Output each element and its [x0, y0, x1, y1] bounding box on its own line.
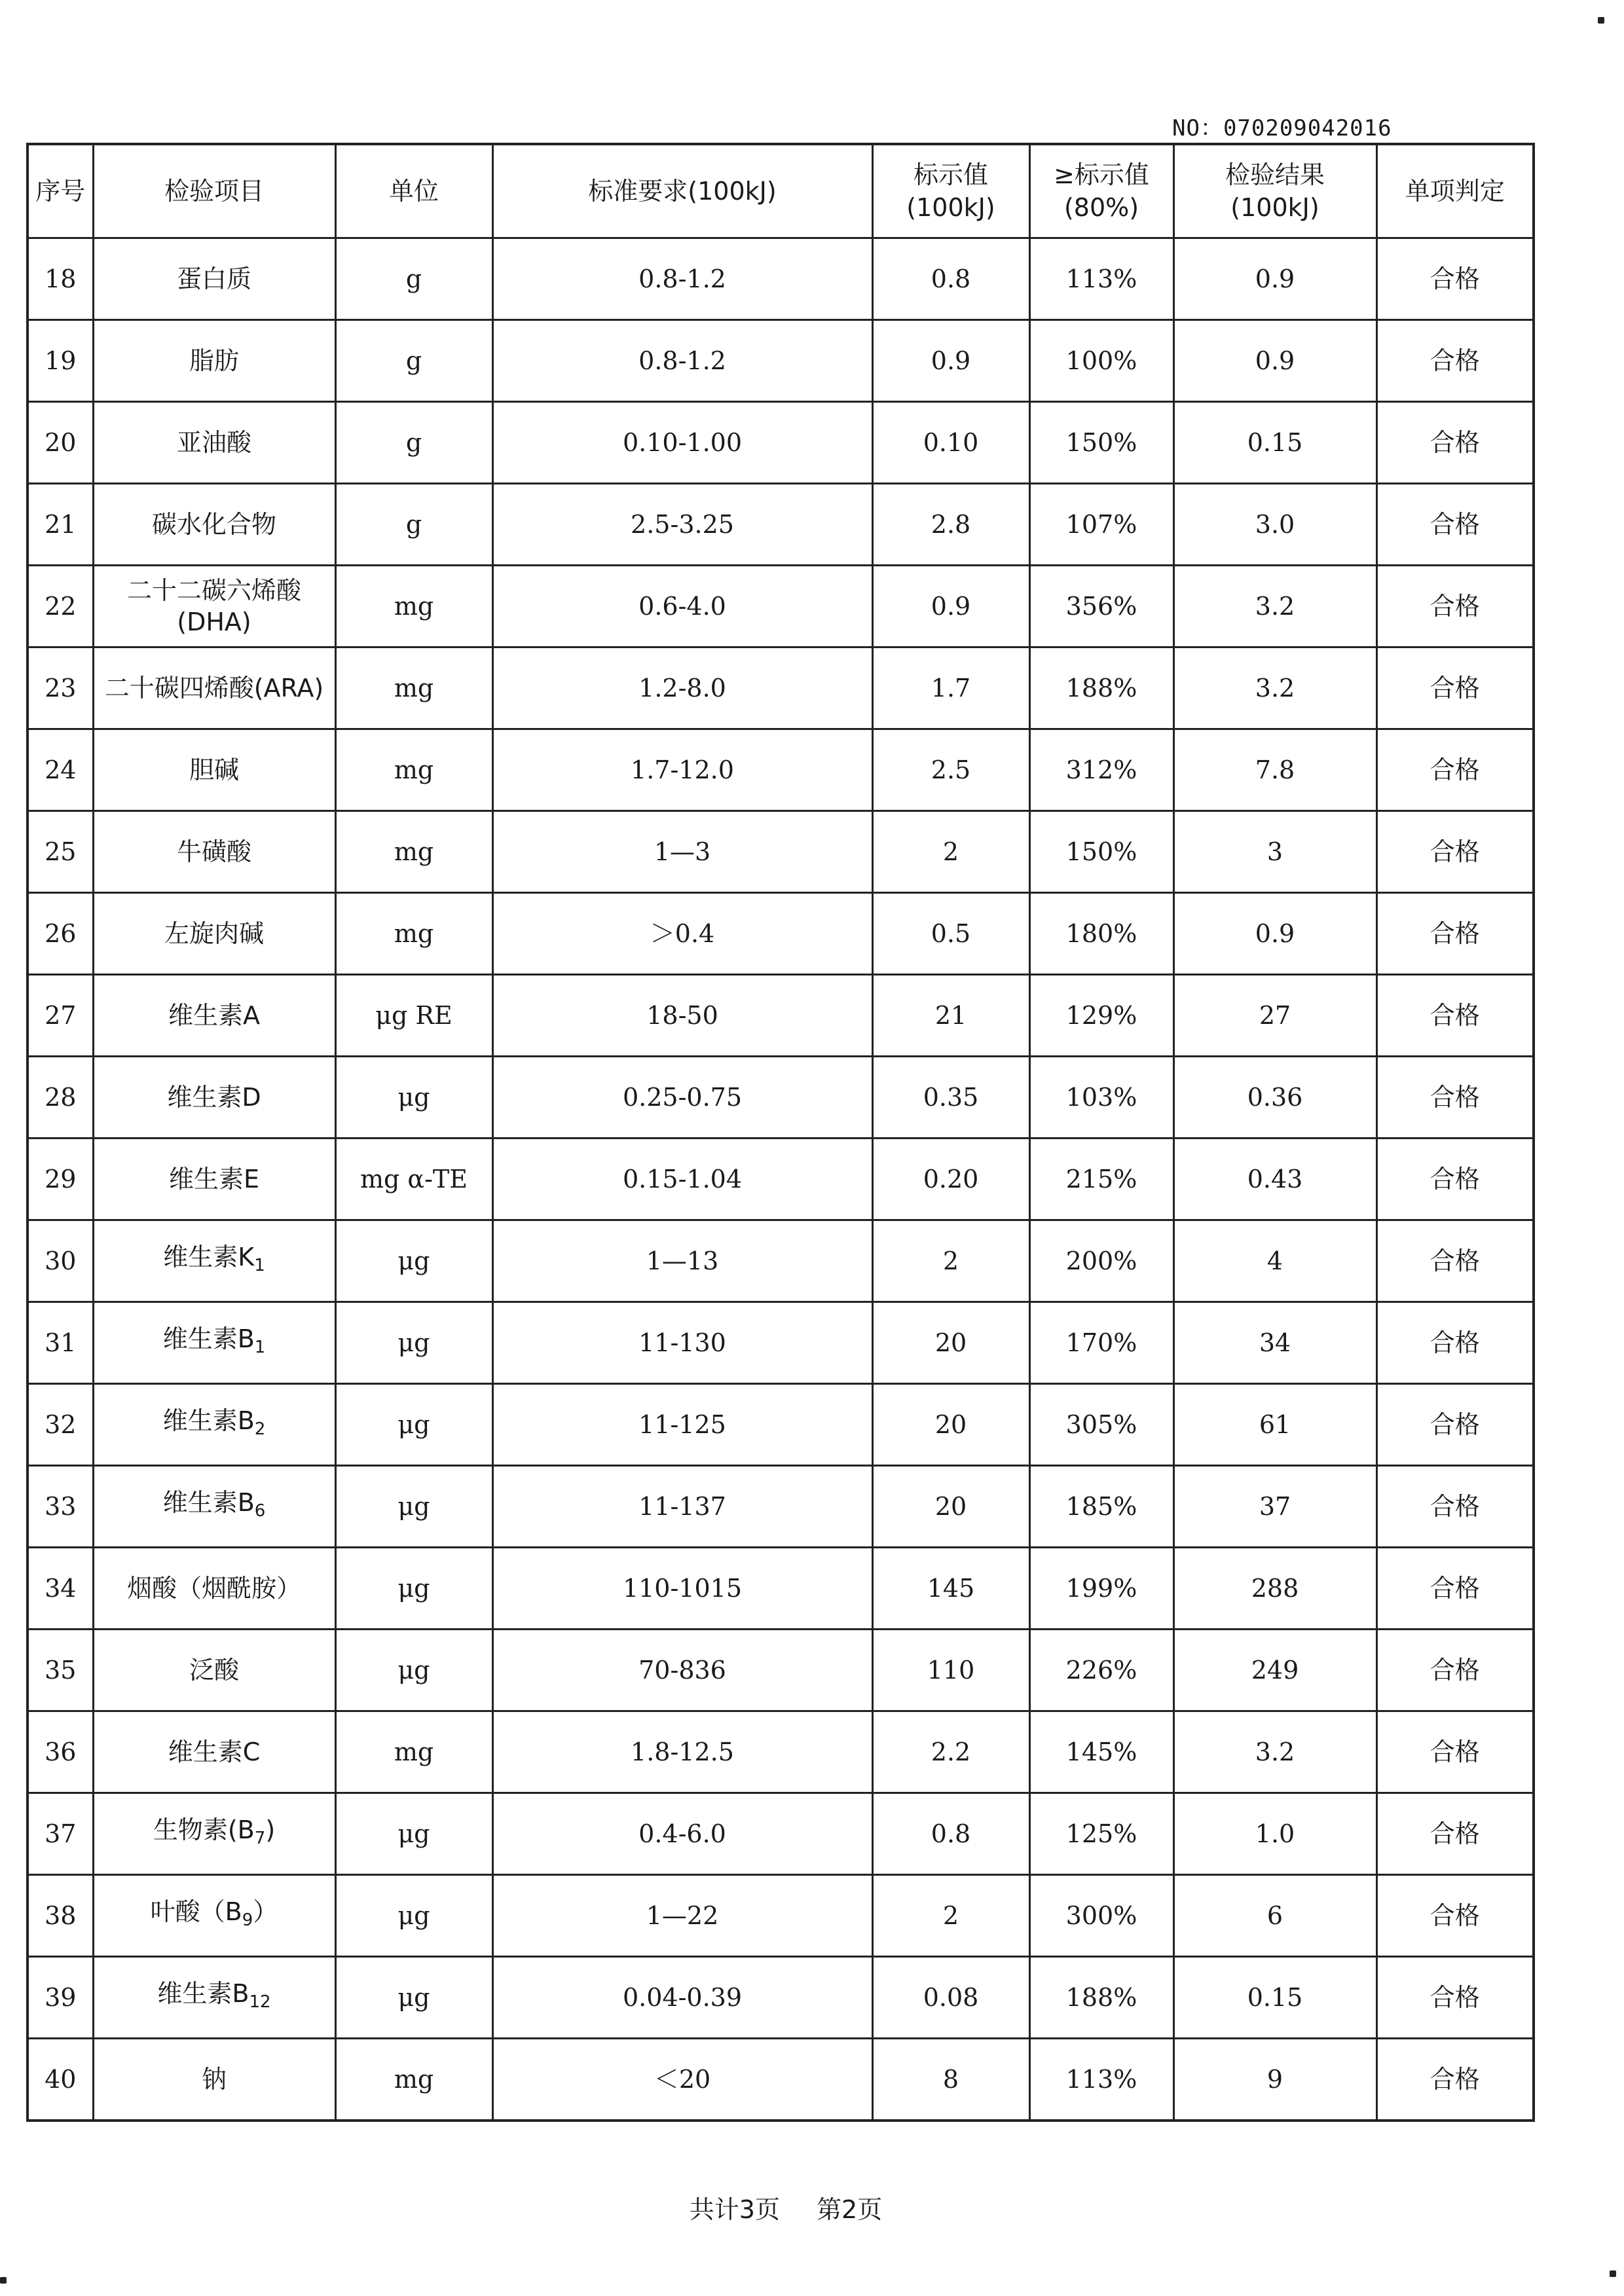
item-cell: [93, 1384, 335, 1466]
judgement-cell: 合格: [1376, 566, 1534, 647]
percent-cell: 226%: [1029, 1630, 1173, 1711]
result-cell: 0.15: [1173, 1957, 1376, 2039]
table-row: [28, 1875, 1534, 1957]
judgement-cell: 合格: [1376, 1302, 1534, 1384]
judgement-cell: 合格: [1376, 1384, 1534, 1466]
percent-cell: 125%: [1029, 1793, 1173, 1875]
standard-cell: 0.15-1.04: [492, 1139, 872, 1220]
item-name: 蛋白质: [176, 264, 251, 293]
item-name: 维生素E: [168, 1165, 259, 1194]
item-subscript: 1: [254, 1337, 266, 1357]
header-standard: 标准要求(100kJ): [492, 144, 872, 238]
item-cell: [93, 647, 335, 729]
judgement-cell: 合格: [1376, 893, 1534, 975]
total-pages: 共计3页: [689, 2195, 780, 2224]
item-name: 维生素B: [162, 1487, 255, 1517]
item-subscript: 1: [254, 1255, 265, 1275]
standard-cell: 1.7-12.0: [492, 729, 872, 811]
header-unit: 单位: [335, 144, 492, 238]
item-subscript: 7: [254, 1828, 266, 1848]
percent-cell: 188%: [1029, 647, 1173, 729]
seq-cell: 28: [28, 1057, 93, 1139]
table-row: [28, 1139, 1534, 1220]
result-cell: 3: [1173, 811, 1376, 893]
label-value-cell: 145: [872, 1548, 1029, 1630]
judgement-cell: 合格: [1376, 647, 1534, 729]
judgement-cell: 合格: [1376, 975, 1534, 1057]
page-footer: [0, 2189, 1572, 2225]
item-cell: [93, 1057, 335, 1139]
scan-speck: [1598, 17, 1604, 24]
item-name: 左旋肉碱: [164, 919, 264, 948]
percent-cell: 113%: [1029, 238, 1173, 320]
table-row: [28, 1711, 1534, 1793]
label-value-cell: 2: [872, 811, 1029, 893]
item-cell: [93, 1957, 335, 2039]
seq-cell: 25: [28, 811, 93, 893]
judgement-cell: 合格: [1376, 320, 1534, 402]
table-row: [28, 238, 1534, 320]
standard-cell: 70-836: [492, 1630, 872, 1711]
label-value-cell: 2: [872, 1220, 1029, 1302]
standard-cell: 0.10-1.00: [492, 402, 872, 484]
percent-cell: 185%: [1029, 1466, 1173, 1548]
result-cell: 3.0: [1173, 484, 1376, 566]
item-cell: [93, 1711, 335, 1793]
label-value-cell: 20: [872, 1384, 1029, 1466]
seq-cell: 33: [28, 1466, 93, 1548]
seq-cell: 39: [28, 1957, 93, 2039]
table-row: [28, 647, 1534, 729]
standard-cell: 110-1015: [492, 1548, 872, 1630]
percent-cell: 188%: [1029, 1957, 1173, 2039]
header-percent-of-label: ≥标示值 (80%): [1029, 144, 1173, 238]
standard-cell: 18-50: [492, 975, 872, 1057]
seq-cell: 36: [28, 1711, 93, 1793]
table-row: [28, 1302, 1534, 1384]
scan-speck: [0, 2277, 7, 2284]
unit-cell: g: [335, 402, 492, 484]
percent-cell: 356%: [1029, 566, 1173, 647]
standard-cell: 0.8-1.2: [492, 238, 872, 320]
item-name: 碳水化合物: [151, 510, 276, 539]
item-cell: [93, 1139, 335, 1220]
percent-cell: 300%: [1029, 1875, 1173, 1957]
header-label-value: 标示值 (100kJ): [872, 144, 1029, 238]
result-cell: 0.36: [1173, 1057, 1376, 1139]
judgement-cell: 合格: [1376, 1057, 1534, 1139]
seq-cell: 23: [28, 647, 93, 729]
percent-cell: 170%: [1029, 1302, 1173, 1384]
item-name: 烟酸（烟酰胺）: [126, 1574, 301, 1603]
standard-cell: 0.8-1.2: [492, 320, 872, 402]
item-name: 维生素B: [162, 1406, 255, 1435]
item-name: 叶酸（B: [150, 1897, 242, 1926]
table-row: [28, 893, 1534, 975]
standard-cell: 0.04-0.39: [492, 1957, 872, 2039]
unit-cell: g: [335, 484, 492, 566]
percent-cell: 150%: [1029, 402, 1173, 484]
item-name: 维生素B: [162, 1324, 255, 1353]
result-cell: 37: [1173, 1466, 1376, 1548]
percent-cell: 129%: [1029, 975, 1173, 1057]
scan-speck: [1610, 2270, 1616, 2277]
judgement-cell: 合格: [1376, 729, 1534, 811]
header-item: 检验项目: [93, 144, 335, 238]
unit-cell: mg: [335, 811, 492, 893]
judgement-cell: 合格: [1376, 484, 1534, 566]
item-name-tail: ): [265, 1815, 276, 1844]
item-name: 二十二碳六烯酸 (DHA): [126, 576, 301, 636]
percent-cell: 312%: [1029, 729, 1173, 811]
percent-cell: 200%: [1029, 1220, 1173, 1302]
unit-cell: mg: [335, 647, 492, 729]
seq-cell: 22: [28, 566, 93, 647]
percent-cell: 199%: [1029, 1548, 1173, 1630]
label-value-cell: 20: [872, 1302, 1029, 1384]
label-value-cell: 0.08: [872, 1957, 1029, 2039]
item-cell: [93, 729, 335, 811]
table-row: [28, 811, 1534, 893]
item-name: 生物素(B: [153, 1815, 255, 1844]
result-cell: 0.9: [1173, 320, 1376, 402]
percent-cell: 145%: [1029, 1711, 1173, 1793]
label-value-cell: 1.7: [872, 647, 1029, 729]
result-cell: 3.2: [1173, 647, 1376, 729]
standard-cell: 11-137: [492, 1466, 872, 1548]
label-value-cell: 2.8: [872, 484, 1029, 566]
item-name-tail: ）: [253, 1897, 278, 1926]
unit-cell: μg: [335, 1302, 492, 1384]
item-name: 维生素A: [168, 1001, 260, 1030]
item-name: 泛酸: [189, 1656, 239, 1685]
seq-cell: 30: [28, 1220, 93, 1302]
standard-cell: ＜20: [492, 2039, 872, 2121]
header-judgement: 单项判定: [1376, 144, 1534, 238]
standard-cell: 1—3: [492, 811, 872, 893]
label-value-cell: 20: [872, 1466, 1029, 1548]
percent-cell: 107%: [1029, 484, 1173, 566]
seq-cell: 20: [28, 402, 93, 484]
unit-cell: mg: [335, 566, 492, 647]
result-cell: 6: [1173, 1875, 1376, 1957]
table-header-row: [28, 144, 1534, 238]
result-cell: 0.15: [1173, 402, 1376, 484]
item-name: 钠: [201, 2065, 227, 2094]
table-row: [28, 1548, 1534, 1630]
item-cell: [93, 402, 335, 484]
table-row: [28, 2039, 1534, 2121]
judgement-cell: 合格: [1376, 402, 1534, 484]
table-row: [28, 484, 1534, 566]
judgement-cell: 合格: [1376, 1139, 1534, 1220]
table-row: [28, 566, 1534, 647]
table-row: [28, 1957, 1534, 2039]
unit-cell: g: [335, 320, 492, 402]
percent-cell: 103%: [1029, 1057, 1173, 1139]
table-row: [28, 1630, 1534, 1711]
item-cell: [93, 811, 335, 893]
seq-cell: 24: [28, 729, 93, 811]
item-cell: [93, 238, 335, 320]
percent-cell: 113%: [1029, 2039, 1173, 2121]
item-cell: [93, 1466, 335, 1548]
label-value-cell: 8: [872, 2039, 1029, 2121]
judgement-cell: 合格: [1376, 2039, 1534, 2121]
item-cell: [93, 1875, 335, 1957]
item-cell: [93, 484, 335, 566]
label-value-cell: 2.2: [872, 1711, 1029, 1793]
standard-cell: 11-130: [492, 1302, 872, 1384]
label-value-cell: 0.9: [872, 320, 1029, 402]
table-row: [28, 320, 1534, 402]
unit-cell: μg: [335, 1630, 492, 1711]
standard-cell: 0.4-6.0: [492, 1793, 872, 1875]
seq-cell: 34: [28, 1548, 93, 1630]
label-value-cell: 0.8: [872, 1793, 1029, 1875]
standard-cell: 0.25-0.75: [492, 1057, 872, 1139]
judgement-cell: 合格: [1376, 1875, 1534, 1957]
unit-cell: g: [335, 238, 492, 320]
item-cell: [93, 2039, 335, 2121]
table-body: [28, 238, 1534, 2121]
standard-cell: 0.6-4.0: [492, 566, 872, 647]
header-result: 检验结果 (100kJ): [1173, 144, 1376, 238]
result-cell: 3.2: [1173, 1711, 1376, 1793]
seq-cell: 38: [28, 1875, 93, 1957]
table-row: [28, 1384, 1534, 1466]
unit-cell: μg: [335, 1057, 492, 1139]
unit-cell: μg: [335, 1793, 492, 1875]
percent-cell: 150%: [1029, 811, 1173, 893]
unit-cell: μg: [335, 1548, 492, 1630]
table-row: [28, 975, 1534, 1057]
unit-cell: mg: [335, 729, 492, 811]
result-cell: 4: [1173, 1220, 1376, 1302]
unit-cell: mg α-TE: [335, 1139, 492, 1220]
item-cell: [93, 1630, 335, 1711]
result-cell: 61: [1173, 1384, 1376, 1466]
seq-cell: 40: [28, 2039, 93, 2121]
table-row: [28, 1793, 1534, 1875]
item-cell: [93, 320, 335, 402]
inspection-results-table: [26, 143, 1535, 2122]
judgement-cell: 合格: [1376, 1466, 1534, 1548]
item-name: 二十碳四烯酸(ARA): [104, 674, 324, 702]
seq-cell: 19: [28, 320, 93, 402]
result-cell: 1.0: [1173, 1793, 1376, 1875]
item-name: 胆碱: [189, 756, 239, 784]
table-row: [28, 1220, 1534, 1302]
result-cell: 0.43: [1173, 1139, 1376, 1220]
item-name: 维生素B: [157, 1978, 249, 2008]
result-cell: 9: [1173, 2039, 1376, 2121]
judgement-cell: 合格: [1376, 238, 1534, 320]
unit-cell: μg: [335, 1957, 492, 2039]
label-value-cell: 2.5: [872, 729, 1029, 811]
unit-cell: μg: [335, 1875, 492, 1957]
label-value-cell: 0.35: [872, 1057, 1029, 1139]
standard-cell: 2.5-3.25: [492, 484, 872, 566]
seq-cell: 32: [28, 1384, 93, 1466]
item-cell: [93, 1548, 335, 1630]
result-cell: 3.2: [1173, 566, 1376, 647]
percent-cell: 305%: [1029, 1384, 1173, 1466]
report-number: NO：070209042016: [1172, 115, 1392, 141]
label-value-cell: 2: [872, 1875, 1029, 1957]
unit-cell: mg: [335, 2039, 492, 2121]
standard-cell: 1—13: [492, 1220, 872, 1302]
label-value-cell: 0.10: [872, 402, 1029, 484]
judgement-cell: 合格: [1376, 1793, 1534, 1875]
result-cell: 249: [1173, 1630, 1376, 1711]
table-row: [28, 729, 1534, 811]
item-name: 维生素K: [163, 1242, 255, 1271]
percent-cell: 180%: [1029, 893, 1173, 975]
item-name: 维生素C: [168, 1738, 261, 1766]
judgement-cell: 合格: [1376, 811, 1534, 893]
standard-cell: 11-125: [492, 1384, 872, 1466]
item-cell: [93, 1220, 335, 1302]
result-cell: 0.9: [1173, 893, 1376, 975]
unit-cell: μg: [335, 1384, 492, 1466]
seq-cell: 29: [28, 1139, 93, 1220]
item-name: 亚油酸: [176, 428, 251, 457]
item-cell: [93, 566, 335, 647]
label-value-cell: 0.9: [872, 566, 1029, 647]
item-subscript: 2: [254, 1419, 266, 1439]
unit-cell: μg RE: [335, 975, 492, 1057]
current-page: 第2页: [817, 2195, 883, 2224]
seq-cell: 27: [28, 975, 93, 1057]
judgement-cell: 合格: [1376, 1630, 1534, 1711]
seq-cell: 21: [28, 484, 93, 566]
item-subscript: 9: [242, 1910, 253, 1930]
label-value-cell: 21: [872, 975, 1029, 1057]
seq-cell: 31: [28, 1302, 93, 1384]
percent-cell: 215%: [1029, 1139, 1173, 1220]
item-cell: [93, 893, 335, 975]
item-name: 脂肪: [189, 346, 239, 375]
result-cell: 34: [1173, 1302, 1376, 1384]
unit-cell: mg: [335, 893, 492, 975]
item-name: 牛磺酸: [176, 837, 251, 866]
standard-cell: 1—22: [492, 1875, 872, 1957]
item-name: 维生素D: [167, 1083, 261, 1112]
result-cell: 288: [1173, 1548, 1376, 1630]
table-row: [28, 402, 1534, 484]
percent-cell: 100%: [1029, 320, 1173, 402]
table-row: [28, 1057, 1534, 1139]
seq-cell: 26: [28, 893, 93, 975]
judgement-cell: 合格: [1376, 1220, 1534, 1302]
judgement-cell: 合格: [1376, 1957, 1534, 2039]
judgement-cell: 合格: [1376, 1548, 1534, 1630]
result-cell: 7.8: [1173, 729, 1376, 811]
unit-cell: μg: [335, 1466, 492, 1548]
result-cell: 0.9: [1173, 238, 1376, 320]
standard-cell: ＞0.4: [492, 893, 872, 975]
item-subscript: 12: [249, 1992, 271, 2012]
header-seq: 序号: [28, 144, 93, 238]
judgement-cell: 合格: [1376, 1711, 1534, 1793]
seq-cell: 37: [28, 1793, 93, 1875]
table-row: [28, 1466, 1534, 1548]
label-value-cell: 0.8: [872, 238, 1029, 320]
seq-cell: 18: [28, 238, 93, 320]
label-value-cell: 110: [872, 1630, 1029, 1711]
unit-cell: μg: [335, 1220, 492, 1302]
result-cell: 27: [1173, 975, 1376, 1057]
standard-cell: 1.2-8.0: [492, 647, 872, 729]
label-value-cell: 0.5: [872, 893, 1029, 975]
standard-cell: 1.8-12.5: [492, 1711, 872, 1793]
seq-cell: 35: [28, 1630, 93, 1711]
unit-cell: mg: [335, 1711, 492, 1793]
label-value-cell: 0.20: [872, 1139, 1029, 1220]
item-subscript: 6: [254, 1501, 266, 1521]
item-cell: [93, 1793, 335, 1875]
item-cell: [93, 975, 335, 1057]
item-cell: [93, 1302, 335, 1384]
